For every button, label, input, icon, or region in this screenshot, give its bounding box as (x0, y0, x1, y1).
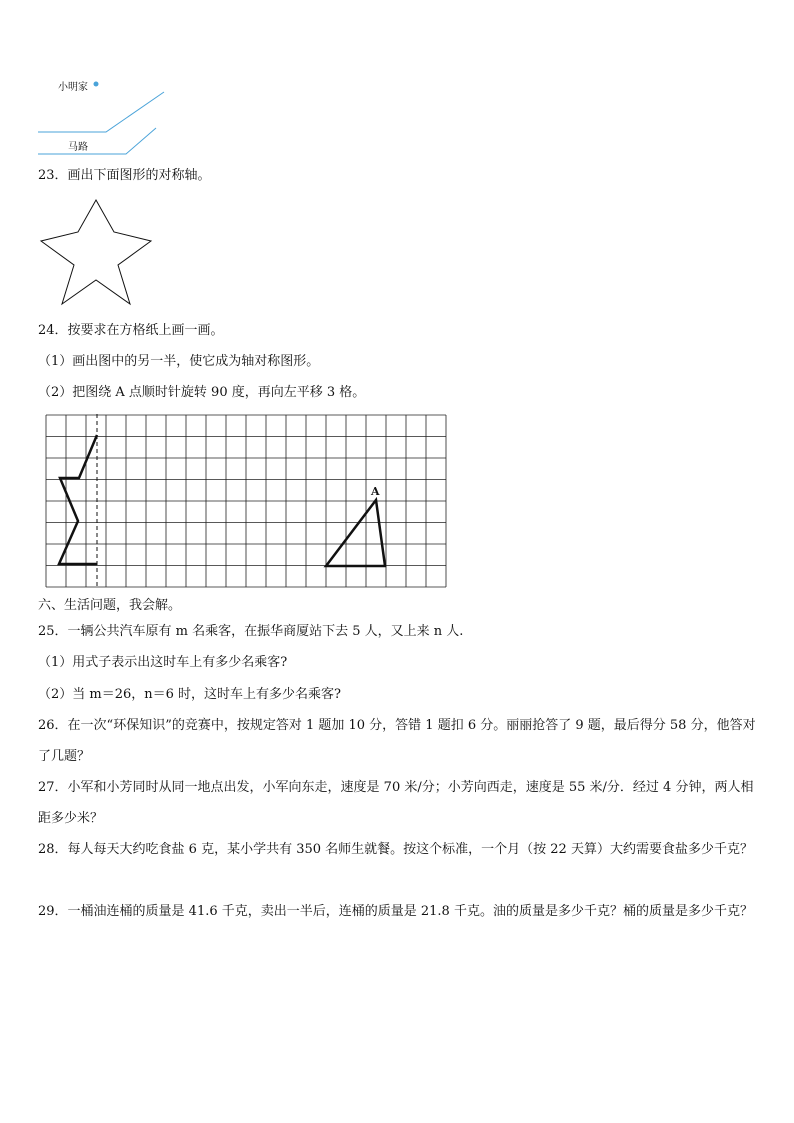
map-lines (36, 72, 176, 162)
home-dot (94, 82, 99, 87)
star-shape (41, 200, 151, 304)
map-figure (36, 72, 176, 162)
question-24-sub1: （1）画出图中的另一半，使它成为轴对称图形。 (38, 354, 320, 369)
grid-paper (45, 414, 447, 588)
point-a-label: A (371, 485, 380, 498)
star-figure (38, 198, 158, 308)
triangle-figure (326, 500, 385, 566)
question-25: 25．一辆公共汽车原有 m 名乘客，在振华商厦站下去 5 人，又上来 n 人. (38, 624, 464, 639)
question-25-sub1: （1）用式子表示出这时车上有多少名乘客? (38, 655, 288, 670)
half-figure (59, 435, 97, 564)
question-26: 26．在一次“环保知识”的竞赛中，按规定答对 1 题加 10 分，答错 1 题扣 6 分。丽丽抢答了 9 题，最后得分 58 分，他答对了几题？ (38, 718, 756, 764)
question-29: 29．一桶油连桶的质量是 41.6 千克，卖出一半后，连桶的质量是 21.8 千克。油的质量是多少千克？桶的质量是多少千克？ (38, 904, 753, 919)
grid-figure (45, 414, 447, 588)
section-6-title: 六、生活问题，我会解。 (38, 598, 182, 613)
question-25-sub2: （2）当 m＝26，n＝6 时，这时车上有多少名乘客? (38, 687, 342, 702)
question-24-sub2: （2）把图绕 A 点顺时针旋转 90 度，再向左平移 3 格。 (38, 385, 366, 400)
question-28: 28．每人每天大约吃食盐 6 克，某小学共有 350 名师生就餐。按这个标准，一个月（按 22 天算）大约需要食盐多少千克？ (38, 842, 753, 857)
home-label: 小明家 (58, 82, 88, 93)
question-24: 24．按要求在方格纸上画一画。 (38, 323, 224, 338)
question-23: 23．画出下面图形的对称轴。 (38, 168, 211, 183)
road-label: 马路 (68, 142, 88, 153)
road-upper-line (38, 92, 164, 132)
question-27: 27．小军和小芳同时从同一地点出发，小军向东走，速度是 70 米/分；小芳向西走，速度是 55 米/分．经过 4 分钟，两人相距多少米？ (38, 780, 754, 826)
